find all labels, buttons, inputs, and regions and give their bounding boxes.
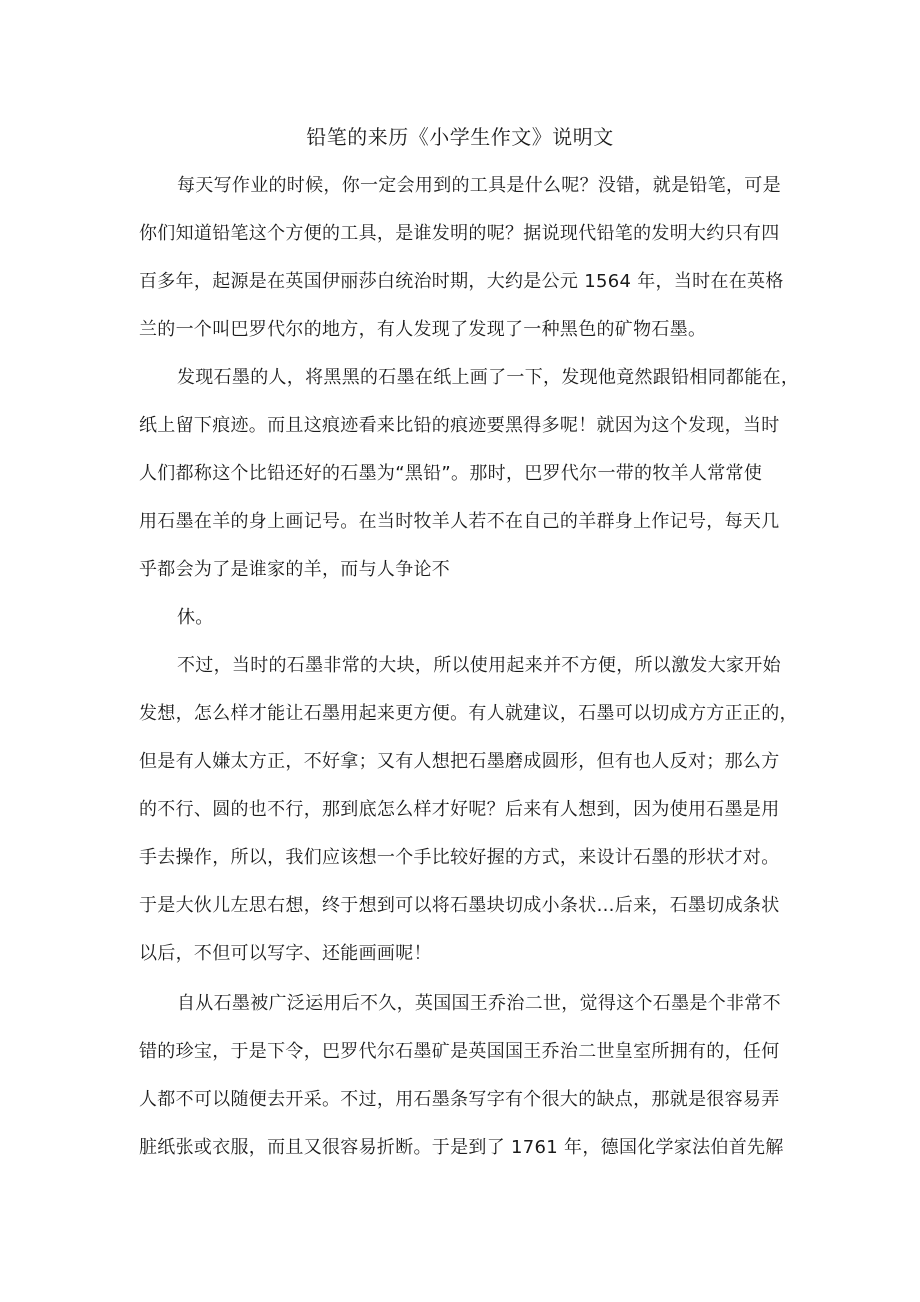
document-title: 铅笔的来历《小学生作文》说明文 [306, 125, 614, 149]
text-line: 发现石墨的人，将黑黑的石墨在纸上画了一下，发现他竟然跟铅相同都能在， [177, 367, 799, 388]
text-line: 纸上留下痕迹。而且这痕迹看来比铅的痕迹要黑得多呢！就因为这个发现，当时 [139, 415, 780, 436]
text-line: 以后，不但可以写字、还能画画呢！ [139, 943, 432, 964]
text-line: 人们都称这个比铅还好的石墨为“黑铅”。那时，巴罗代尔一带的牧羊人常常使 [139, 463, 763, 484]
text-line: 错的珍宝，于是下令，巴罗代尔石墨矿是英国国王乔治二世皇室所拥有的，任何 [139, 1041, 780, 1062]
text-line: 手去操作，所以，我们应该想一个手比较好握的方式，来设计石墨的形状才对。 [139, 847, 780, 868]
text-line: 脏纸张或衣服，而且又很容易折断。于是到了 1761 年，德国化学家法伯首先解 [139, 1137, 784, 1158]
text-line: 自从石墨被广泛运用后不久，英国国王乔治二世，觉得这个石墨是个非常不 [177, 993, 781, 1014]
text-line: 每天写作业的时候，你一定会用到的工具是什么呢？没错，就是铅笔，可是 [177, 175, 781, 196]
text-line: 于是大伙儿左思右想，终于想到可以将石墨块切成小条状…后来，石墨切成条状 [139, 895, 780, 916]
text-line: 的不行、圆的也不行，那到底怎么样才好呢？后来有人想到，因为使用石墨是用 [139, 799, 780, 820]
text-line: 兰的一个叫巴罗代尔的地方，有人发现了发现了一种黑色的矿物石墨。 [139, 319, 707, 340]
text-line: 你们知道铅笔这个方便的工具，是谁发明的呢？据说现代铅笔的发明大约只有四 [139, 223, 780, 244]
text-line: 但是有人嫌太方正，不好拿；又有人想把石墨磨成圆形，但有也人反对；那么方 [139, 751, 780, 772]
text-line: 休。 [177, 607, 214, 628]
text-line: 不过，当时的石墨非常的大块，所以使用起来并不方便，所以激发大家开始 [177, 655, 781, 676]
text-line: 用石墨在羊的身上画记号。在当时牧羊人若不在自己的羊群身上作记号，每天几 [139, 511, 780, 532]
text-line: 乎都会为了是谁家的羊，而与人争论不 [139, 559, 451, 580]
text-line: 百多年，起源是在英国伊丽莎白统治时期，大约是公元 1564 年，当时在在英格 [139, 271, 784, 292]
text-line: 人都不可以随便去开采。不过，用石墨条写字有个很大的缺点，那就是很容易弄 [139, 1089, 780, 1110]
text-line: 发想，怎么样才能让石墨用起来更方便。有人就建议，石墨可以切成方方正正的， [139, 703, 798, 724]
